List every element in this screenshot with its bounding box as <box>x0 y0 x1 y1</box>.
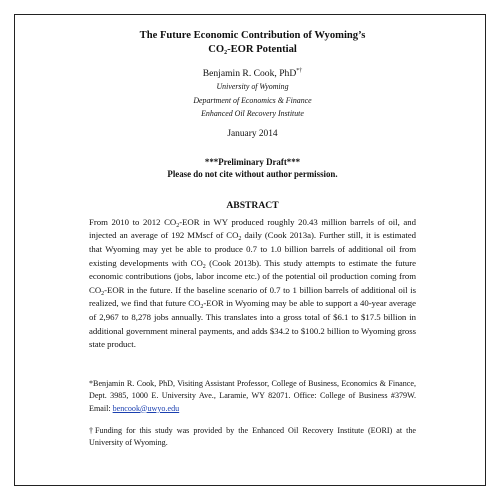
title-eor: -EOR Potential <box>227 43 297 55</box>
abstract-text-5: -EOR in the future. If the baseline scenario of 0.7 to 1 billion barrels of additional oil is realized, we find that future CO <box>89 284 416 309</box>
draft-notice <box>89 156 416 180</box>
abstract-heading: ABSTRACT <box>226 199 279 211</box>
draft-line-1: ***Preliminary Draft*** <box>204 156 301 167</box>
abstract-text-2: -EOR in WY produced roughly 20.43 million barrels of oil, and injected an average of 192 MMscf of CO <box>89 216 416 241</box>
abstract-text-3: daily (Cook 2013a). Further still, it is estimated that Wyoming may yet be able to produce 0.7 to 1.0 billion barrels of additional oil from existing developments with CO <box>89 230 417 268</box>
document-date: January 2014 <box>227 128 278 139</box>
draft-line-2: Please do not cite without author permission. <box>167 168 338 179</box>
abstract-text-6: -EOR in Wyoming may be able to support a 40-year average of 2,967 to 8,278 jobs annually. This translates into a gross total of $6.1 to $17.5 billion in additional government mineral payments, and adds $34.2 to $100.2 billion to Wyoming gross state product. <box>89 298 417 350</box>
abstract-text-4: (Cook 2013b). This study attempts to estimate the future economic contributions (jobs, labor income etc.) of the potential oil production coming from CO <box>89 257 416 295</box>
document-title <box>89 29 416 56</box>
author-block <box>89 68 416 80</box>
author-email-link[interactable]: bencook@uwyo.edu <box>112 403 180 413</box>
abstract-text-1: From 2010 to 2012 CO <box>89 216 177 227</box>
abstract-sub-1: 2 <box>176 222 180 229</box>
page-content <box>89 29 416 450</box>
footnote-author-text: *Benjamin R. Cook, PhD, Visiting Assistant Professor, College of Business, Economics & Finance, Dept. 3985, 1000 E. University Ave., Laramie, WY 82071. Office: College of Business #379W. Email: <box>89 378 416 413</box>
author-name: Benjamin R. Cook, PhD <box>202 68 297 79</box>
affiliation-department: Department of Economics & Finance <box>193 95 312 105</box>
footnote-author <box>89 378 416 415</box>
abstract-sub-3: 2 <box>202 263 206 270</box>
title-line-2 <box>89 43 416 57</box>
author-footnote-marks: *† <box>296 68 303 74</box>
abstract-sub-2: 2 <box>238 236 242 243</box>
title-co: CO <box>208 43 225 55</box>
footnote-funding: †Funding for this study was provided by the Enhanced Oil Recovery Institute (EORI) at the University of Wyoming. <box>89 425 416 448</box>
title-subscript: 2 <box>224 49 228 56</box>
abstract-body <box>89 216 416 352</box>
title-line-1: The Future Economic Contribution of Wyoming’s <box>139 30 366 41</box>
abstract-sub-5: 2 <box>200 304 204 311</box>
document-page <box>14 14 486 486</box>
affiliation-university: University of Wyoming <box>216 82 289 91</box>
affiliation-institute: Enhanced Oil Recovery Institute <box>201 109 304 119</box>
abstract-sub-4: 2 <box>101 290 105 297</box>
